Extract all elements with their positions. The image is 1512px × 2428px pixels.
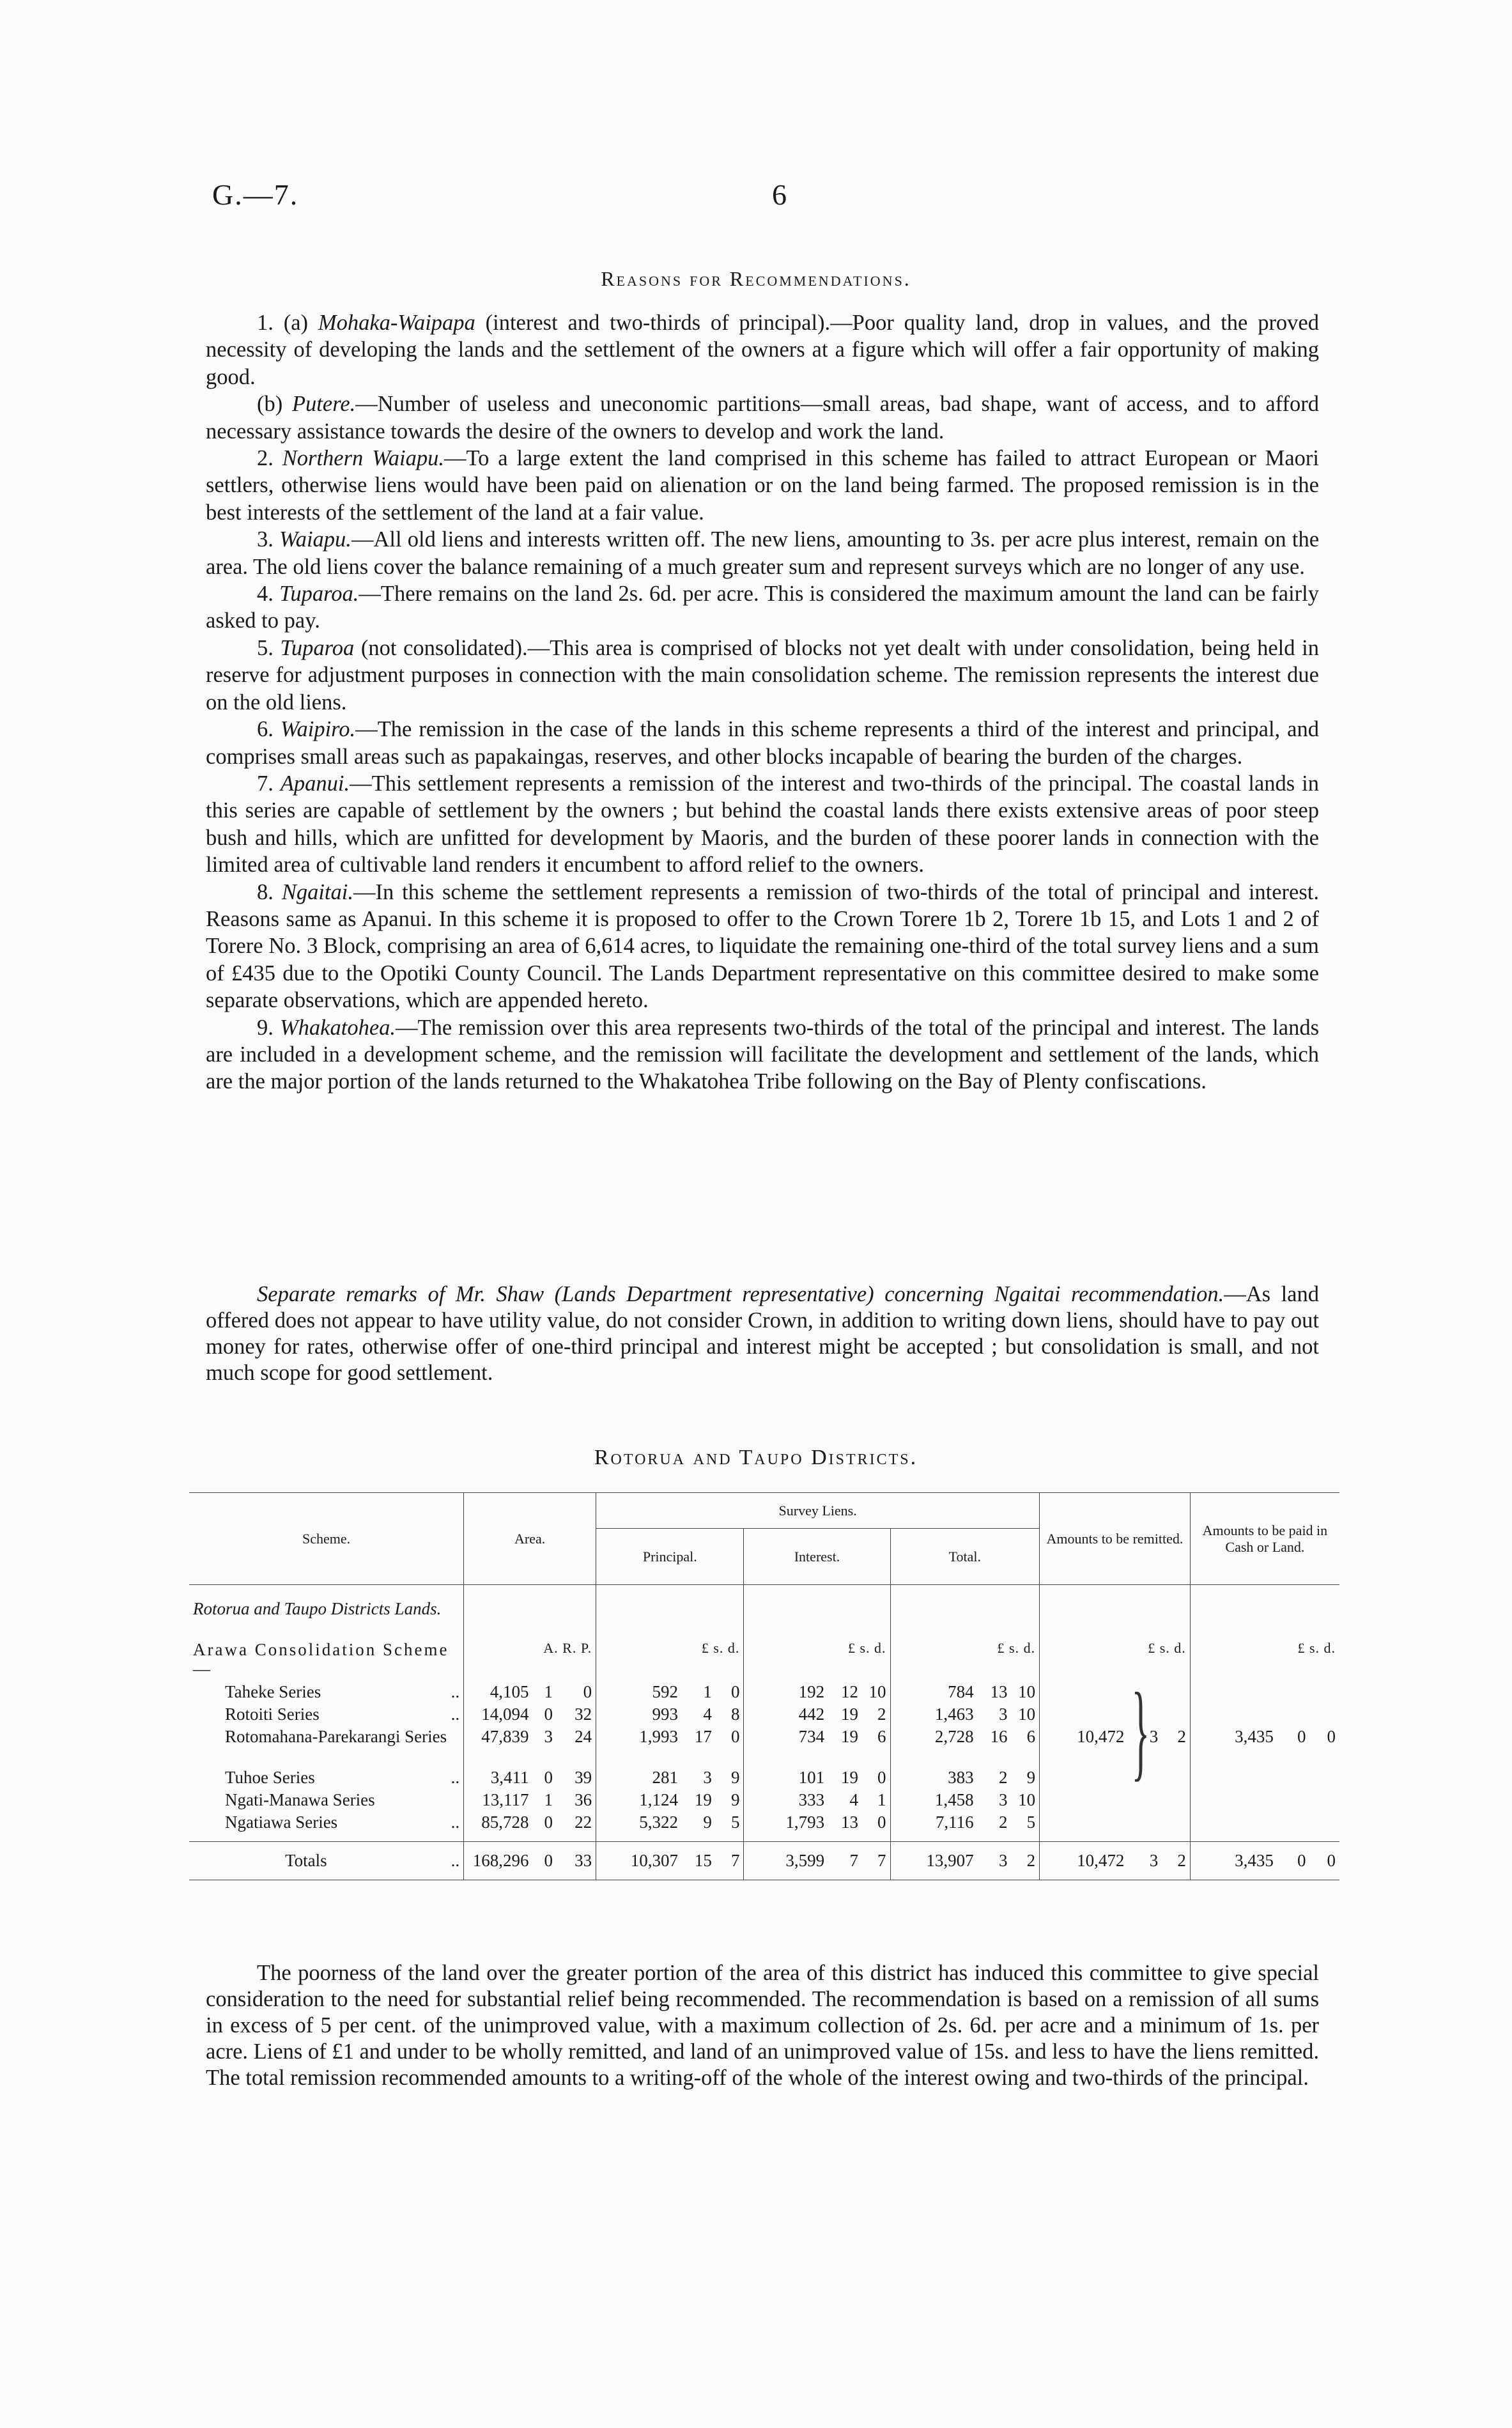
col-interest-header: Interest. [744, 1529, 890, 1585]
table-row: Tuhoe Series .. 3,411 0 39 281 3 9 101 19 0 383 2 9 [189, 1767, 1339, 1789]
paragraph: 2. Northern Waiapu.—To a large extent the land comprised in this scheme has failed to attract European or Maori settlers, otherwise liens would have been paid on alienation or on the land being farmed. The proposed remission is in the best interests of the settlement of the land at a fair value. [206, 446, 1319, 525]
paragraph: 3. Waiapu.—All old liens and interests written off. The new liens, amounting to 3s. per acre plus interest, remain on the area. The old liens cover the balance remaining of a much greater sum and represent surveys which are no longer of any use. [206, 527, 1320, 579]
money-units: £ s. d. [890, 1639, 1040, 1681]
group-remitted-pounds: 10,472 [1040, 1726, 1129, 1767]
table-title: Rotorua and Taupo Districts. [594, 1446, 918, 1469]
subgroup-title: Arawa Consolidation Scheme— [193, 1639, 449, 1678]
document-reference: G.—7. [212, 178, 299, 211]
liens-table-container [189, 1492, 1339, 1922]
totals-row: Totals .. 168,296 0 33 10,307 15 7 3,599 7 7 13,907 3 2 10,472 3 2 3,435 0 0 [189, 1842, 1339, 1880]
table-row: Ngatiawa Series .. 85,728 0 22 5,322 9 5 1,793 13 0 7,116 2 5 [189, 1811, 1339, 1842]
table-row: Rotoiti Series .. 14,094 0 32 993 4 8 442 19 2 1,463 3 10 [189, 1703, 1339, 1726]
paragraph: 5. Tuparoa (not consolidated).—This area is comprised of blocks not yet dealt with under consolidation, being held in reserve for adjustment purposes in connection with the main consolidation scheme. The remission represents the interest due on the old liens. [206, 635, 1320, 715]
money-units: £ s. d. [596, 1639, 744, 1681]
paragraph: 4. Tuparoa.—There remains on the land 2s. 6d. per acre. This is considered the maximum amount the land can be fairly asked to pay. [206, 582, 1319, 633]
col-paid-header: Amounts to be paid in Cash or Land. [1190, 1493, 1339, 1585]
money-units: £ s. d. [1040, 1639, 1191, 1681]
reasons-body [206, 309, 1319, 1095]
col-principal-header: Principal. [596, 1529, 744, 1585]
page-number: 6 [772, 178, 787, 211]
paragraph: (b) Putere.—Number of useless and uneconomic partitions—small areas, bad shape, want of access, and to afford necessary assistance towards the desire of the owners to develop and work the land. [206, 392, 1319, 444]
closing-paragraph: The poorness of the land over the greater portion of the area of this district has induced this committee to give special consideration to the need for substantial relief being recommended. The recommendation is based on a remission of all sums in excess of 5 per cent. of the unimproved value, with a maximum collection of 2s. 6d. per acre and a minimum of 1s. per acre. Liens of £1 and under to be wholly remitted, and land of an unimproved value of 15s. and less to have the liens remitted. The total remission recommended amounts to a writing-off of the whole of the interest owing and two-thirds of the principal. [206, 1961, 1319, 2090]
col-remitted-header: Amounts to be remitted. [1040, 1493, 1191, 1585]
paragraph: 8. Ngaitai.—In this scheme the settlement represents a remission of two-thirds of the total of principal and interest. Reasons same as Apanui. In this scheme it is proposed to offer to the Crown Torere 1b 2, Torere 1b 15, and Lots 1 and 2 of Torere No. 3 Block, comprising an area of 6,614 acres, to liquidate the remaining one-third of the total survey liens and a sum of £435 due to the Opotiki County Council. The Lands Department representative on this committee desired to make some separate observations, which are appended hereto. [206, 879, 1319, 1013]
group-title: Rotorua and Taupo Districts Lands. [193, 1599, 442, 1618]
paragraph: 1. (a) Mohaka-Waipapa (interest and two-thirds of principal).—Poor quality land, drop in values, and the proved necessity of developing the lands and the settlement of the owners at a figure which will offer a fair opportunity of making good. [206, 311, 1319, 389]
col-total-header: Total. [890, 1529, 1040, 1585]
col-area-header: Area. [464, 1493, 596, 1585]
paragraph: 9. Whakatohea.—The remission over this area represents two-thirds of the total of the principal and interest. The lands are included in a development scheme, and the remission will facilitate the development and settlement of the lands, which are the major portion of the lands returned to the Whakatohea Tribe following on the Bay of Plenty confiscations. [206, 1015, 1319, 1094]
table-row: Taheke Series .. 4,105 1 0 592 1 0 192 12 10 784 13 10 [189, 1681, 1339, 1703]
money-units: £ s. d. [744, 1639, 890, 1681]
right-brace-icon: } [1131, 1671, 1150, 1791]
col-scheme-header: Scheme. [302, 1530, 351, 1547]
money-units: £ s. d. [1190, 1639, 1339, 1681]
table-row: Ngati-Manawa Series 13,117 1 36 1,124 19 9 333 4 1 1,458 3 10 [189, 1789, 1339, 1811]
paragraph: 7. Apanui.—This settlement represents a remission of the interest and two-thirds of the principal. The coastal lands in this series are capable of settlement by the owners ; but behind the coastal lands there exists extensive areas of poor steep bush and hills, which are unfitted for development by Maoris, and the burden of these poorer lands in connection with the limited area of cultivable land renders it encumbent to afford relief to the owners. [206, 771, 1320, 878]
area-units: A. R. P. [464, 1639, 596, 1681]
table-row: Rotomahana-Parekarangi Series 47,839 3 24 1,993 17 0 734 19 6 2,728 16 6 10,472 3 2 3,435 0 0 [189, 1726, 1339, 1767]
liens-table [189, 1492, 1339, 1880]
separate-remarks: Separate remarks of Mr. Shaw (Lands Department representative) concerning Ngaitai recommendation.—As land offered does not appear to have utility value, do not consider Crown, in addition to writing down liens, should have to pay out money for rates, otherwise offer of one-third principal and interest might be accepted ; but consolidation is small, and not much scope for good settlement. [206, 1282, 1319, 1385]
group-paid-pounds: 3,435 [1190, 1726, 1277, 1767]
reasons-title: Reasons for Recommendations. [601, 267, 911, 290]
paragraph: 6. Waipiro.—The remission in the case of the lands in this scheme represents a third of the interest and principal, and comprises small areas such as papakaingas, reserves, and other blocks incapable of bearing the burden of the charges. [206, 717, 1319, 769]
col-survey-liens-header: Survey Liens. [596, 1493, 1040, 1529]
